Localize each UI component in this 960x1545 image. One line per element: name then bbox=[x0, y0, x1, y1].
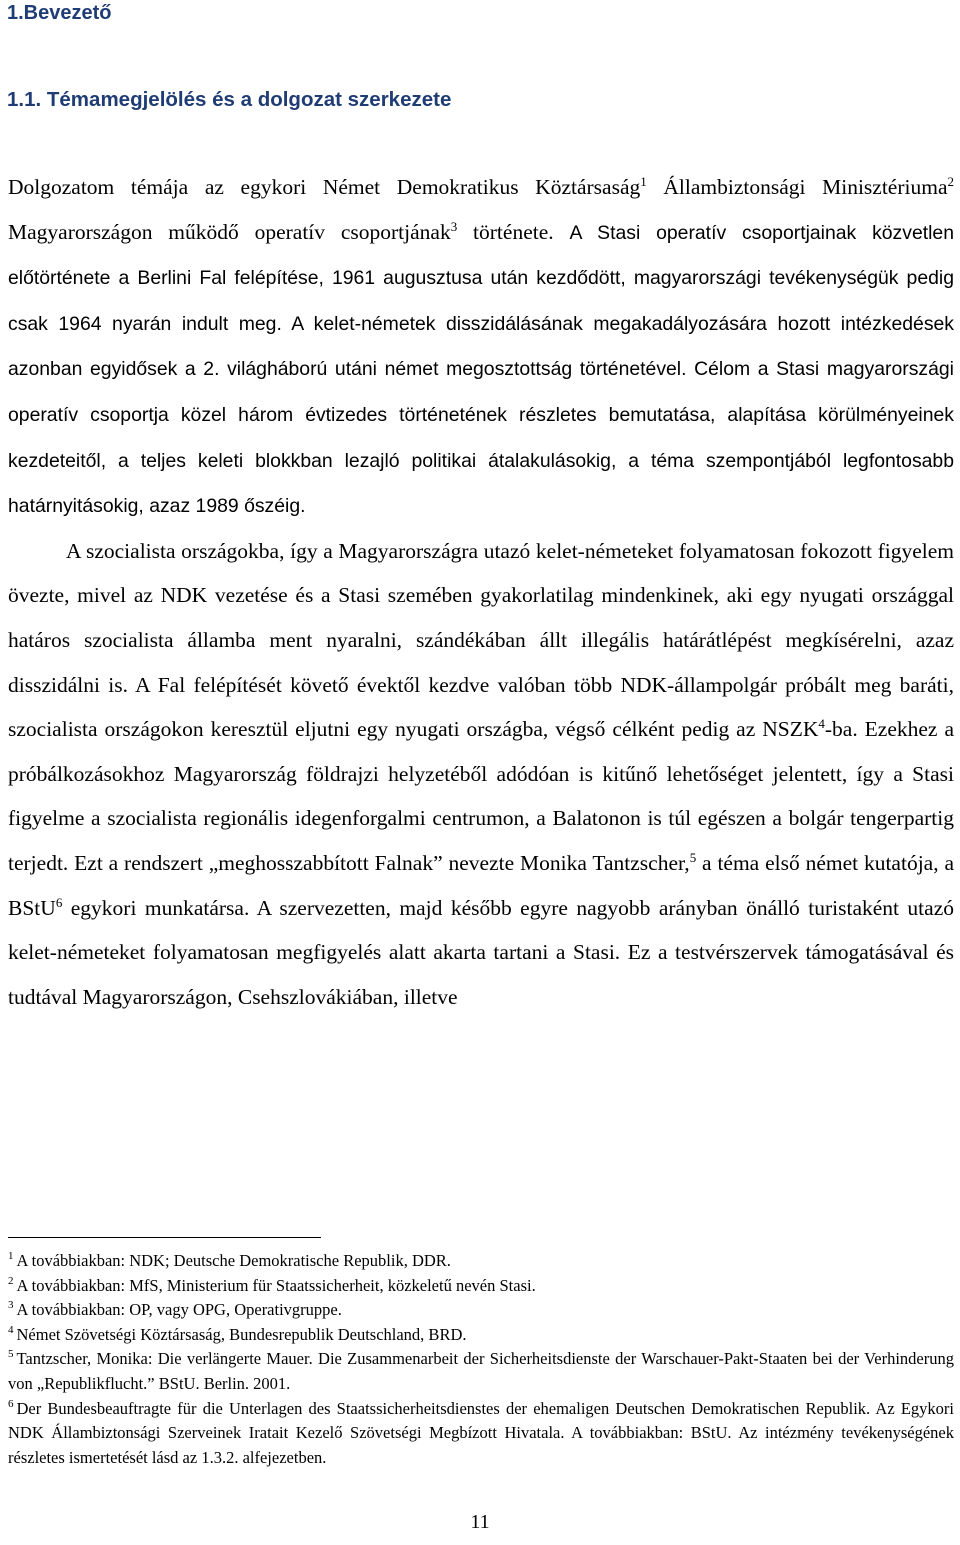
footnote-text: Tantzscher, Monika: Die verlängerte Mauer. Die Zusammenarbeit der Sicherheitsdienste der Warschauer-Pakt-Staaten bei der Verhinderung von „Republikflucht.” BStU. Berlin. 2001. bbox=[8, 1349, 954, 1393]
text-run: a téma első német kutatója, a BStU bbox=[8, 850, 954, 920]
chapter-heading: 1.Bevezető bbox=[7, 2, 112, 24]
footnote-number: 4 bbox=[8, 1323, 14, 1336]
text-run: A szocialista országokba, így a Magyarországra utazó kelet-németeket folyamatosan fokozott figyelem övezte, mivel az NDK vezetése és a Stasi szemében gyakorlatilag mindenkinek, aki egy nyugati országgal határos szocialista államba ment nyaralni, szándékában állt illegális határátlépést megkísérelni, azaz disszidálni is. bbox=[8, 538, 954, 697]
footnote bbox=[8, 1397, 954, 1471]
footnote bbox=[8, 1274, 954, 1299]
text-run: egykori munkatársa. bbox=[62, 895, 257, 920]
body-text bbox=[8, 165, 954, 1019]
footnote bbox=[8, 1249, 954, 1274]
text-run: -ba. Ezekhez a próbálkozásokhoz Magyarország földrajzi helyzetéből adódóan is kitűnő lehetőséget jelentett, így a Stasi figyelme a szocialista regionális idegenforgalmi centrumon, a Balatonon is túl egészen a bolgár tengerpartig terjedt. bbox=[8, 717, 954, 875]
footnote-number: 6 bbox=[8, 1397, 14, 1410]
footnote-number: 1 bbox=[8, 1250, 14, 1262]
footnotes bbox=[8, 1249, 954, 1470]
text-run: Ez a testvérszervek támogatásával és tudtával Magyarországon, Csehszlovákiában, illetve bbox=[8, 940, 954, 1009]
text-run: A Fal felépítését követő évektől kezdve valóban több NDK-állampolgár próbált meg baráti, szocialista országokon keresztül eljutni egy nyugati országba, végső célként pedig az NSZK bbox=[8, 672, 954, 742]
text-run: Állambiztonsági Minisztériuma bbox=[646, 175, 948, 199]
footnote-text: Német Szövetségi Köztársaság, Bundesrepublik Deutschland, BRD. bbox=[16, 1324, 467, 1344]
text-run-sans: A Stasi operatív csoportjainak közvetlen előtörténete a Berlini Fal felépítése, 1961 augusztusa után kezdődött, magyarországi tevékenységük pedig csak 1964 nyarán indult meg. A kelet-németek disszidálásának megakadályozására hozott intézkedések azonban egyidősek a 2. világháború utáni német megosztottság történetével. Célom a Stasi magyarországi operatív csoportja közel három évtizedes történetének részletes bemutatása, alapítása körülményeinek kezdeteitől, a teljes keleti blokkban lezajló politikai átalakulásokig, a téma szempontjából legfontosabb határnyitásokig, azaz 1989 őszéig. bbox=[8, 221, 954, 518]
footnote-text: A továbbiakban: OP, vagy OPG, Operativgruppe. bbox=[16, 1300, 342, 1320]
footnote bbox=[8, 1323, 954, 1348]
text-run: Ezt a rendszert „meghosszabbított Falnak” nevezte Monika Tantzscher, bbox=[74, 850, 690, 875]
footnote-separator bbox=[8, 1237, 321, 1238]
page-number: 11 bbox=[470, 1511, 490, 1533]
footnote-text: Der Bundesbeauftragte für die Unterlagen des Staatssicherheitsdienstes der ehemaligen Deutschen Demokratischen Republik. Az Egykori NDK Állambiztonsági Szerveinek Iratait Kezelő Szövetségi Megbízott Hivatala. A továbbiakban: BStU. Az intézmény tevékenységének részletes ismertetését lásd az 1.3.2. alfejezetben. bbox=[8, 1398, 954, 1467]
footnote bbox=[8, 1298, 954, 1323]
footnote-text: A továbbiakban: NDK; Deutsche Demokratische Republik, DDR. bbox=[16, 1251, 451, 1270]
footnote-ref[interactable]: 5 bbox=[689, 849, 697, 865]
footnote-number: 2 bbox=[8, 1274, 14, 1287]
footnote-number: 5 bbox=[8, 1348, 14, 1361]
footnote-text: A továbbiakban: MfS, Ministerium für Staatssicherheit, közkeletű nevén Stasi. bbox=[16, 1275, 536, 1295]
footnote-ref[interactable]: 6 bbox=[55, 894, 63, 910]
section-heading: 1.1. Témamegjelölés és a dolgozat szerkezete bbox=[7, 88, 452, 111]
text-run: története. bbox=[457, 219, 570, 244]
text-run: A szervezetten, majd később egyre nagyobb arányban önálló turistaként utazó kelet-németeket folyamatosan megfigyelés alatt akarta tartani a Stasi. bbox=[8, 895, 954, 965]
footnote-ref[interactable]: 3 bbox=[450, 218, 458, 234]
footnote-number: 3 bbox=[8, 1299, 14, 1312]
footnote-ref[interactable]: 4 bbox=[818, 716, 825, 732]
footnote-ref[interactable]: 1 bbox=[640, 174, 647, 189]
paragraph-1 bbox=[8, 165, 954, 529]
footnote bbox=[8, 1347, 954, 1396]
paragraph-2 bbox=[8, 529, 954, 1020]
text-run: Dolgozatom témája az egykori Német Demokratikus Köztársaság bbox=[8, 175, 641, 199]
footnote-ref[interactable]: 2 bbox=[947, 174, 954, 189]
text-run: Magyarországon működő operatív csoportjának bbox=[8, 219, 451, 244]
